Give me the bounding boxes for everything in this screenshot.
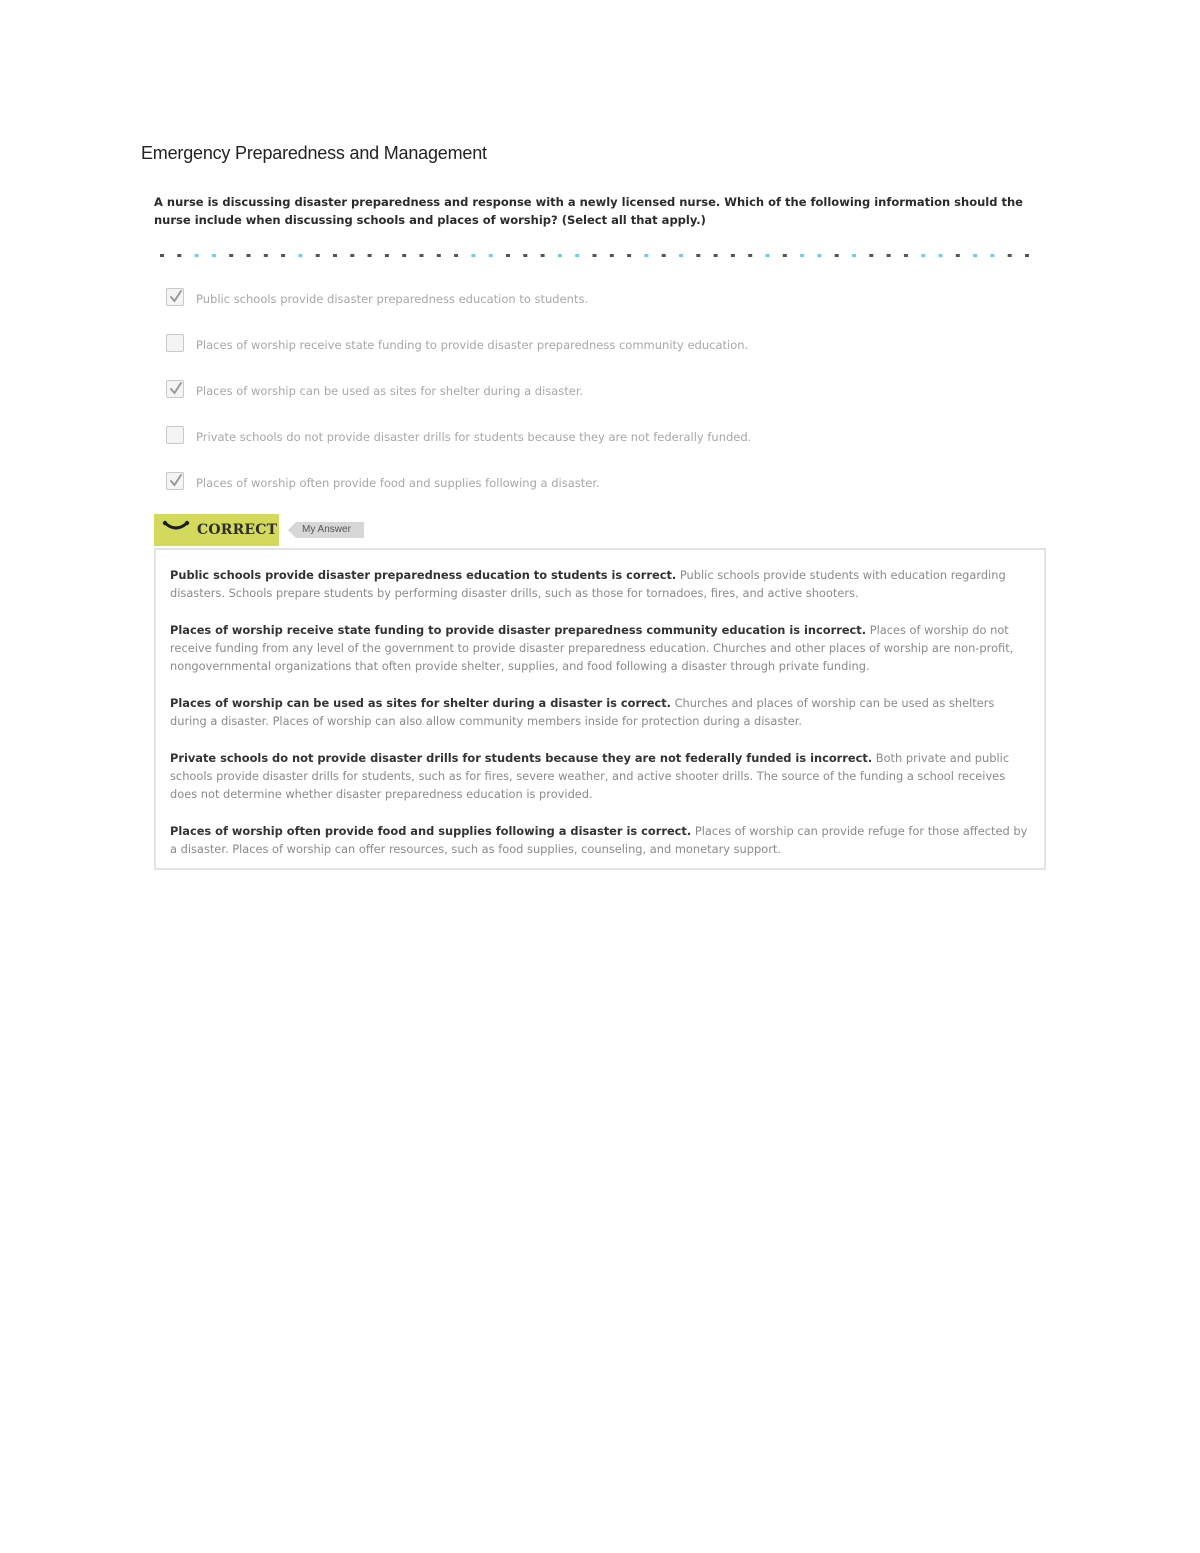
divider-dot — [195, 254, 199, 257]
divider-dot — [1025, 254, 1029, 257]
divider-dot — [247, 254, 251, 257]
rationale-lead: Private schools do not provide disaster drills for students because they are not federally funded is incorrect. — [170, 751, 873, 765]
rationale-paragraph — [170, 749, 1030, 803]
divider-dot — [454, 254, 458, 257]
option-item[interactable] — [166, 470, 1046, 516]
divider-dot — [939, 254, 943, 257]
divider-dot — [541, 254, 545, 257]
rationale-paragraph — [170, 694, 1030, 730]
divider-dot — [956, 254, 960, 257]
divider-dot — [420, 254, 424, 257]
rationale-body: Public schools provide students with education regarding disasters. Schools prepare students by performing disaster drills, such as those for tornadoes, fires, and active shooters. — [170, 568, 1006, 600]
divider-dot — [662, 254, 666, 257]
divider-dot — [714, 254, 718, 257]
divider-dot — [593, 254, 597, 257]
rationale-body: Both private and public schools provide disaster drills for students, such as for fires, severe weather, and active shooter drills. The source of the funding a school receives does not determine whether disaster preparedness education is provided. — [170, 751, 1010, 801]
divider-dot — [800, 254, 804, 257]
rationale-lead: Places of worship can be used as sites for shelter during a disaster is correct. — [170, 696, 671, 710]
divider-dot — [471, 254, 475, 257]
checkbox[interactable] — [166, 334, 184, 352]
checkbox[interactable] — [166, 472, 184, 490]
divider-dot — [696, 254, 700, 257]
question-text: A nurse is discussing disaster preparedness and response with a newly licensed nurse. Which of the following information should the nurse include when discussing schools and places of worship? (Select all that apply.) — [154, 195, 1023, 227]
divider-dot — [904, 254, 908, 257]
rationale-lead: Places of worship often provide food and supplies following a disaster is correct. — [170, 824, 692, 838]
checkmark-icon — [168, 289, 184, 305]
dotted-divider — [160, 254, 1040, 258]
divider-dot — [921, 254, 925, 257]
rationale-paragraph — [170, 822, 1030, 858]
option-item[interactable] — [166, 378, 1046, 424]
divider-dot — [627, 254, 631, 257]
divider-dot — [766, 254, 770, 257]
divider-dot — [489, 254, 493, 257]
divider-dot — [506, 254, 510, 257]
divider-dot — [523, 254, 527, 257]
answer-options — [166, 286, 1046, 516]
divider-dot — [731, 254, 735, 257]
divider-dot — [437, 254, 441, 257]
option-label: Private schools do not provide disaster drills for students because they are not federally funded. — [196, 430, 752, 444]
divider-dot — [264, 254, 268, 257]
divider-dot — [869, 254, 873, 257]
rationale-lead: Public schools provide disaster preparedness education to students is correct. — [170, 568, 677, 582]
rationale-lead: Places of worship receive state funding to provide disaster preparedness community education is incorrect. — [170, 623, 867, 637]
divider-dot — [558, 254, 562, 257]
checkbox[interactable] — [166, 288, 184, 306]
divider-dot — [575, 254, 579, 257]
option-label: Places of worship can be used as sites for shelter during a disaster. — [196, 384, 584, 398]
divider-dot — [679, 254, 683, 257]
rationale-paragraph — [170, 566, 1030, 602]
divider-dot — [160, 254, 164, 257]
checkbox[interactable] — [166, 426, 184, 444]
option-item[interactable] — [166, 424, 1046, 470]
smile-icon — [162, 520, 190, 534]
divider-dot — [835, 254, 839, 257]
divider-dot — [316, 254, 320, 257]
result-badge — [154, 514, 279, 546]
divider-dot — [402, 254, 406, 257]
rationale-body: Places of worship do not receive funding from any level of the government to provide disaster preparedness education. Churches and other places of worship are non-profit, nongovernmental organizations that often provide shelter, supplies, and food following a disaster through private funding. — [170, 623, 1014, 673]
option-label: Places of worship often provide food and supplies following a disaster. — [196, 476, 600, 490]
option-item[interactable] — [166, 286, 1046, 332]
divider-dot — [177, 254, 181, 257]
divider-dot — [385, 254, 389, 257]
result-status: CORRECT — [197, 522, 278, 538]
my-answer-label: My Answer — [302, 524, 351, 535]
rationale-paragraph — [170, 621, 1030, 675]
divider-dot — [350, 254, 354, 257]
divider-dot — [990, 254, 994, 257]
divider-dot — [644, 254, 648, 257]
divider-dot — [887, 254, 891, 257]
option-label: Public schools provide disaster preparedness education to students. — [196, 292, 589, 306]
checkmark-icon — [168, 381, 184, 397]
rationale-body: Places of worship can provide refuge for those affected by a disaster. Places of worship can offer resources, such as food supplies, counseling, and monetary support. — [170, 824, 1028, 856]
divider-dot — [212, 254, 216, 257]
divider-dot — [748, 254, 752, 257]
divider-dot — [973, 254, 977, 257]
divider-dot — [817, 254, 821, 257]
divider-dot — [852, 254, 856, 257]
checkbox[interactable] — [166, 380, 184, 398]
divider-dot — [229, 254, 233, 257]
rationale-body: Churches and places of worship can be used as shelters during a disaster. Places of worship can also allow community members inside for protection during a disaster. — [170, 696, 995, 728]
divider-dot — [281, 254, 285, 257]
option-label: Places of worship receive state funding to provide disaster preparedness community education. — [196, 338, 749, 352]
divider-dot — [610, 254, 614, 257]
option-item[interactable] — [166, 332, 1046, 378]
divider-dot — [368, 254, 372, 257]
rationale-panel — [154, 548, 1046, 870]
page-title: Emergency Preparedness and Management — [141, 143, 487, 163]
dotted-divider-graphic — [160, 254, 1040, 258]
divider-dot — [298, 254, 302, 257]
divider-dot — [1008, 254, 1012, 257]
checkmark-icon — [168, 473, 184, 489]
divider-dot — [783, 254, 787, 257]
divider-dot — [333, 254, 337, 257]
